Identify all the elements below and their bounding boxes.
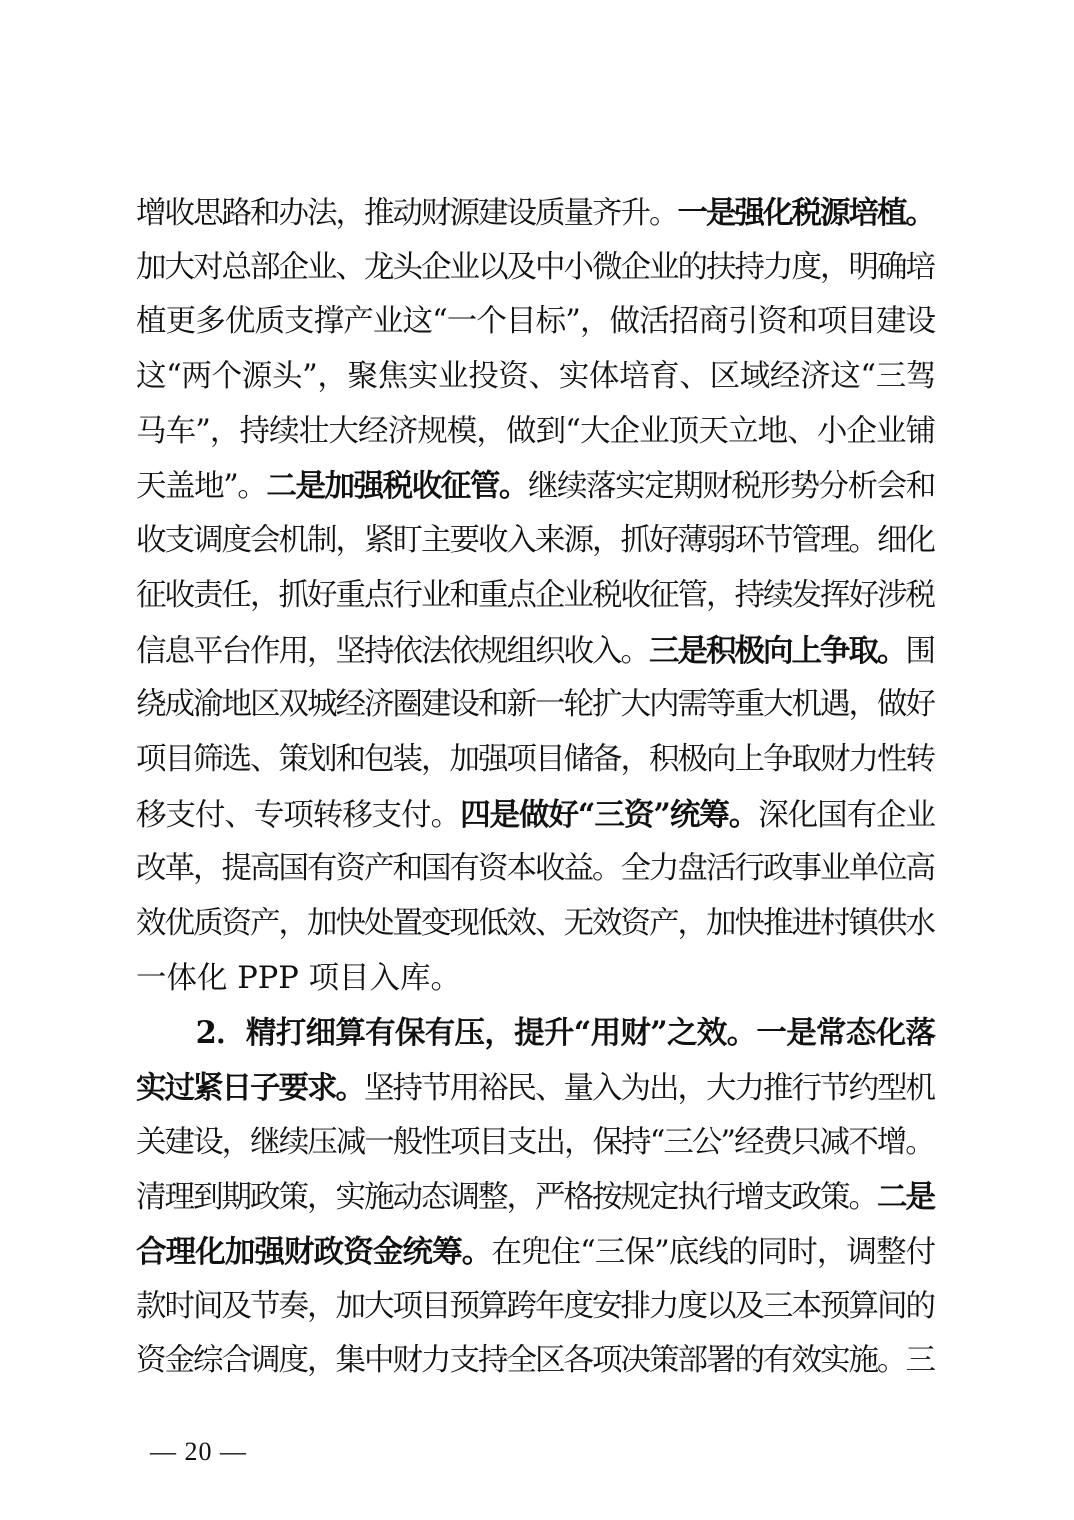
text-line — [136, 514, 936, 569]
text-line — [136, 842, 936, 897]
text-segment: 项目筛选、策划和包装，加强项目储备，积极向上争取财力性转 — [136, 741, 934, 777]
bold-text-segment: 二是 — [877, 1179, 934, 1216]
text-segment: 一体化 PPP 项目入库。 — [136, 960, 461, 996]
text-segment: 款时间及节奏，加大项目预算跨年度安排力度以及三本预算间的 — [136, 1288, 934, 1324]
body-text — [136, 186, 936, 1389]
text-line — [136, 897, 936, 952]
text-line — [136, 1116, 936, 1171]
text-line — [136, 1061, 936, 1116]
text-segment: 在兜住“三保”底线的同时，调整付 — [491, 1235, 936, 1271]
text-line — [136, 350, 936, 405]
bold-text-segment: 二是加强税收征管。 — [266, 468, 528, 505]
text-line — [136, 1334, 936, 1389]
text-segment: 信息平台作用，坚持依法依规组织收入。 — [136, 633, 649, 669]
text-segment: 围 — [905, 633, 934, 669]
text-line — [136, 241, 936, 296]
text-line — [136, 1006, 936, 1061]
text-segment: 植更多优质支撑产业这“一个目标”，做活招商引资和项目建设 — [136, 304, 936, 340]
page-number: — 20 — — [150, 1437, 247, 1466]
text-segment: 增收思路和办法，推动财源建设质量齐升。 — [136, 196, 678, 231]
text-segment: 收支调度会机制，紧盯主要收入来源，抓好薄弱环节管理。细化 — [136, 523, 934, 559]
text-segment: 这“两个源头”，聚焦实业投资、实体培育、区域经济这“三驾 — [136, 359, 936, 395]
text-segment: 深化国有企业 — [758, 797, 935, 833]
bold-text-segment: 四是做好“三资”统筹。 — [460, 796, 759, 833]
bold-text-segment: 合理化加强财政资金统筹。 — [136, 1234, 492, 1271]
text-segment: 加大对总部企业、龙头企业以及中小微企业的扶持力度，明确培 — [136, 249, 934, 285]
text-segment: 继续落实定期财税形势分析会和 — [527, 469, 935, 505]
text-segment: 移支付、专项转移支付。 — [136, 797, 461, 833]
text-segment: 资金综合调度，集中财力支持全区各项决策部署的有效实施。三 — [136, 1343, 934, 1379]
text-line — [136, 459, 936, 514]
text-segment: 关建设，继续压减一般性项目支出，保持“三公”经费只减不增。 — [136, 1124, 934, 1160]
text-line — [136, 1170, 936, 1225]
text-line — [136, 1280, 936, 1335]
text-line — [136, 186, 936, 241]
bold-text-segment: 三是积极向上争取。 — [649, 632, 906, 669]
text-line — [136, 624, 936, 679]
bold-text-segment: 2．精打细算有保有压，提升“用财”之效。一是常态化落 — [136, 1015, 936, 1052]
text-segment: 绕成渝地区双城经济圈建设和新一轮扩大内需等重大机遇，做好 — [136, 687, 934, 723]
bold-text-segment: 实过紧日子要求。 — [136, 1070, 364, 1106]
text-segment: 天盖地”。 — [136, 469, 267, 505]
text-line — [136, 952, 936, 1007]
text-segment: 马车”，持续壮大经济规模，做到“大企业顶天立地、小企业铺 — [136, 413, 936, 449]
bold-text-segment: 一是强化税源培植。 — [677, 195, 934, 231]
text-line — [136, 678, 936, 733]
text-line — [136, 569, 936, 624]
text-line — [136, 1225, 936, 1280]
text-segment: 坚持节用裕民、量入为出，大力推行节约型机 — [364, 1071, 934, 1106]
text-line — [136, 405, 936, 460]
text-segment: 清理到期政策，实施动态调整，严格按规定执行增支政策。 — [136, 1180, 877, 1216]
text-line — [136, 295, 936, 350]
text-line — [136, 788, 936, 843]
text-segment: 效优质资产，加快处置变现低效、无效资产，加快推进村镇供水 — [136, 905, 934, 941]
text-segment: 征收责任，抓好重点行业和重点企业税收征管，持续发挥好涉税 — [136, 577, 934, 613]
text-line — [136, 733, 936, 788]
text-segment: 改革，提高国有资产和国有资本收益。全力盘活行政事业单位高 — [136, 851, 934, 887]
